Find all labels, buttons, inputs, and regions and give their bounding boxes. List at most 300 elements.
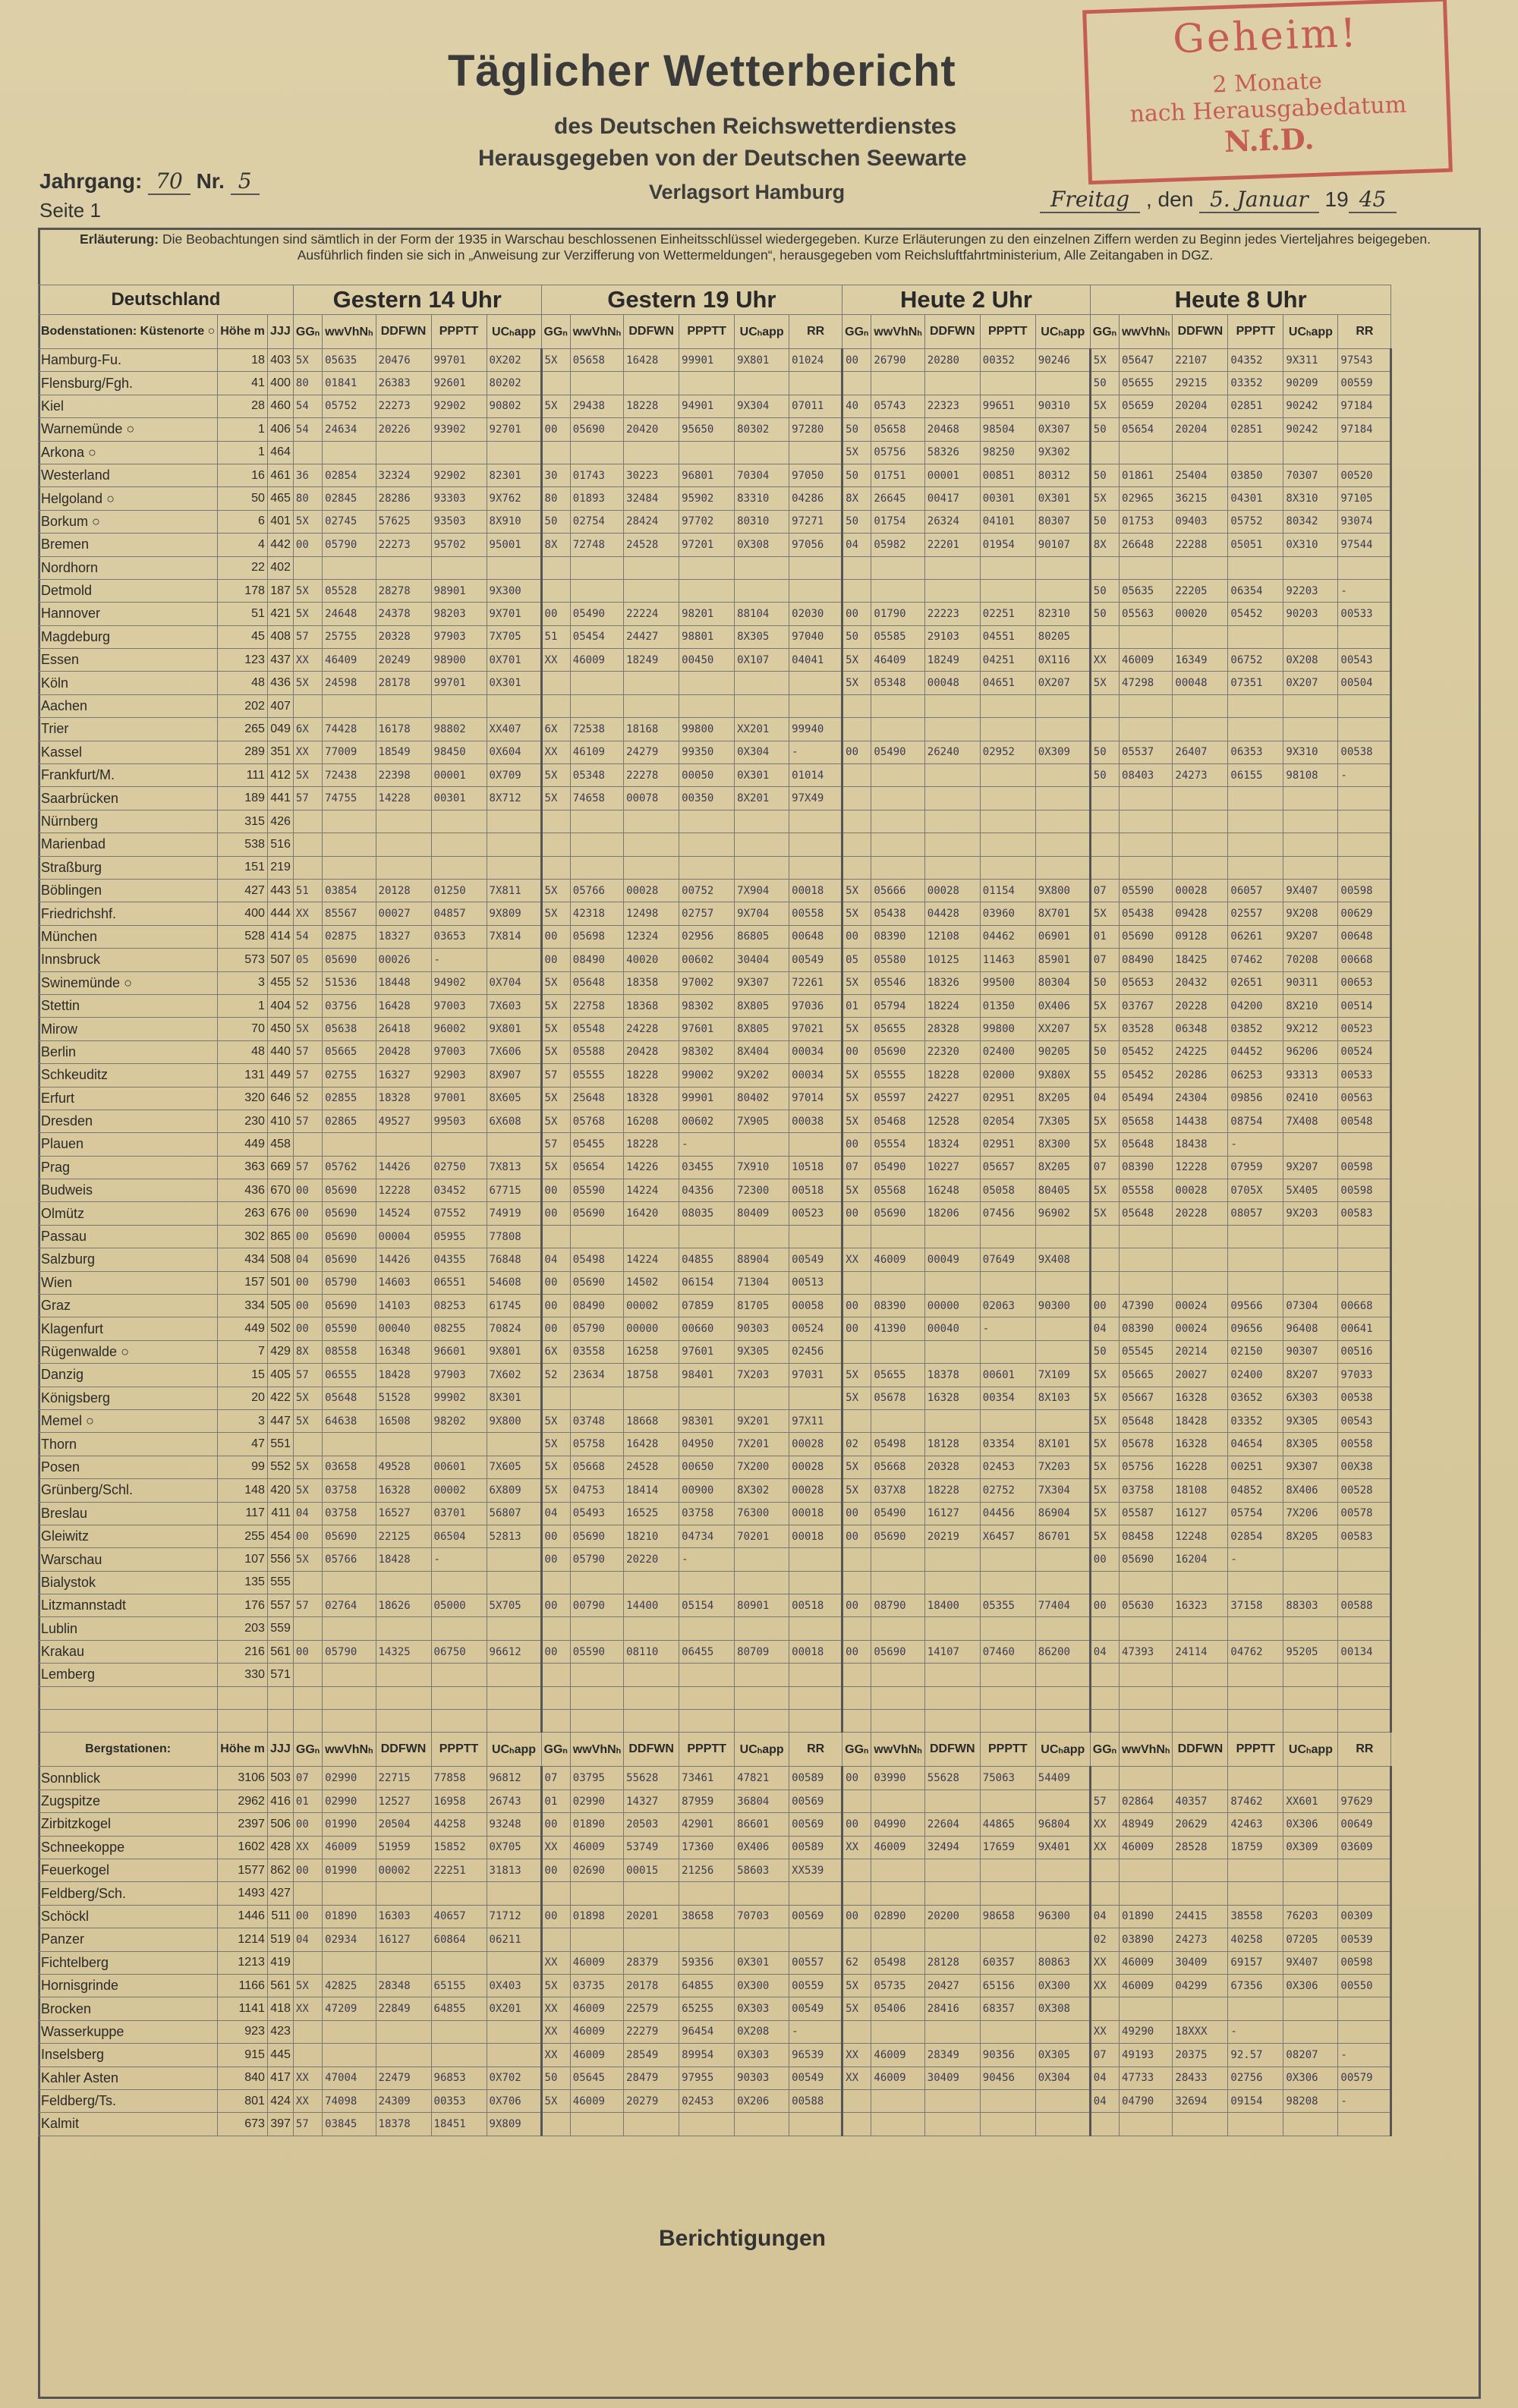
obs-cell: 5X	[1090, 1110, 1119, 1132]
obs-cell: 24415	[1173, 1905, 1228, 1928]
berg-code-header: PPPTT	[980, 1733, 1035, 1767]
blank-cell	[924, 1686, 980, 1709]
obs-cell: 01250	[431, 879, 487, 902]
obs-cell	[431, 1571, 487, 1594]
obs-cell: 14224	[624, 1179, 679, 1202]
obs-cell: 97X49	[789, 787, 842, 810]
station-height: 41	[218, 372, 268, 395]
station-name: Klagenfurt	[39, 1317, 218, 1340]
obs-cell: 29103	[924, 625, 980, 648]
obs-cell: 0X310	[1283, 534, 1338, 556]
obs-cell: 00	[842, 1525, 871, 1547]
table-row	[39, 1859, 1391, 1882]
obs-cell: 00549	[789, 2066, 842, 2089]
obs-cell: 97601	[679, 1340, 735, 1363]
obs-cell: 00034	[789, 1064, 842, 1087]
obs-cell: 03352	[1228, 1409, 1283, 1432]
obs-cell: 20476	[376, 349, 431, 372]
obs-cell	[1283, 856, 1338, 879]
obs-cell: 51959	[376, 1836, 431, 1859]
station-id: 669	[267, 1156, 293, 1179]
obs-cell: 05563	[1120, 603, 1173, 625]
obs-cell	[1120, 556, 1173, 579]
obs-cell: 74428	[323, 718, 376, 741]
obs-cell: 58603	[735, 1859, 789, 1882]
obs-cell: 00X38	[1338, 1456, 1391, 1478]
obs-cell: 5X	[293, 349, 322, 372]
obs-cell	[293, 694, 322, 717]
obs-cell: 02990	[570, 1789, 623, 1812]
obs-cell	[789, 856, 842, 879]
station-name: Arkona ○	[39, 441, 218, 464]
obs-cell: 46009	[871, 1836, 924, 1859]
obs-cell: 50	[842, 464, 871, 486]
obs-cell	[871, 718, 924, 741]
obs-cell	[842, 2113, 871, 2136]
obs-cell: 00	[842, 1502, 871, 1525]
obs-cell: 99901	[679, 1087, 735, 1110]
obs-cell: 97001	[431, 1087, 487, 1110]
obs-cell	[487, 2044, 541, 2066]
obs-cell	[431, 556, 487, 579]
obs-cell: 5X	[293, 1456, 322, 1478]
obs-cell: 20220	[624, 1548, 679, 1571]
obs-cell: 9X304	[735, 395, 789, 417]
obs-cell: 42463	[1228, 1813, 1283, 1836]
station-height: 538	[218, 833, 268, 856]
obs-cell	[431, 856, 487, 879]
obs-cell: 16525	[624, 1502, 679, 1525]
table-row	[39, 1110, 1391, 1132]
station-height: 7	[218, 1340, 268, 1363]
obs-cell: 8X605	[487, 1087, 541, 1110]
obs-cell: 9X407	[1283, 1951, 1338, 1974]
blank-cell	[1120, 1686, 1173, 1709]
obs-cell	[735, 1225, 789, 1248]
obs-cell: 00028	[624, 879, 679, 902]
obs-cell: 04286	[789, 487, 842, 510]
station-name: Inselsberg	[39, 2044, 218, 2066]
obs-cell	[1338, 1225, 1391, 1248]
obs-cell	[1338, 1859, 1391, 1882]
obs-cell: 06261	[1228, 925, 1283, 948]
obs-cell: 46009	[1120, 1836, 1173, 1859]
obs-cell: 90303	[735, 1317, 789, 1340]
obs-cell	[487, 1951, 541, 1974]
obs-cell: 8X910	[487, 510, 541, 533]
obs-cell: 89954	[679, 2044, 735, 2066]
obs-cell: 16328	[376, 1479, 431, 1502]
obs-cell: 9X401	[1035, 1836, 1090, 1859]
obs-cell: 00583	[1338, 1525, 1391, 1547]
obs-cell: 05665	[323, 1040, 376, 1063]
obs-cell: 05668	[570, 1456, 623, 1478]
obs-cell	[1228, 1617, 1283, 1640]
obs-cell: 77009	[323, 741, 376, 763]
obs-cell: 65255	[679, 1997, 735, 2020]
obs-cell	[1035, 2089, 1090, 2112]
obs-cell	[323, 1951, 376, 1974]
station-id: 416	[267, 1789, 293, 1812]
station-name: Litzmannstadt	[39, 1594, 218, 1617]
obs-cell: 04790	[1120, 2089, 1173, 2112]
obs-cell	[735, 1664, 789, 1686]
station-id: 351	[267, 741, 293, 763]
obs-cell: 96853	[431, 2066, 487, 2089]
obs-cell: 5X	[541, 1156, 570, 1179]
obs-cell: 04456	[980, 1502, 1035, 1525]
obs-cell: 26240	[924, 741, 980, 763]
obs-cell: 5X	[293, 579, 322, 602]
table-row	[39, 2089, 1391, 2112]
station-height: 1602	[218, 1836, 268, 1859]
obs-cell	[1338, 1767, 1391, 1789]
berg-code-header: GGₙ	[842, 1733, 871, 1767]
obs-cell: 75063	[980, 1767, 1035, 1789]
code-column-header: GGₙ	[293, 315, 322, 349]
obs-cell: 14426	[376, 1248, 431, 1271]
obs-cell: 5X705	[487, 1594, 541, 1617]
obs-cell: 20178	[624, 1974, 679, 1997]
obs-cell: 04855	[679, 1248, 735, 1271]
station-height: 1214	[218, 1928, 268, 1951]
obs-cell: 52	[293, 1087, 322, 1110]
obs-cell	[871, 556, 924, 579]
obs-cell: 05648	[1120, 1202, 1173, 1225]
obs-cell: 02865	[323, 1110, 376, 1132]
obs-cell: 12498	[624, 902, 679, 925]
station-id: 506	[267, 1813, 293, 1836]
obs-cell: 04852	[1228, 1479, 1283, 1502]
page-number: Seite 1	[39, 199, 101, 222]
obs-cell: 18228	[624, 1133, 679, 1156]
obs-cell: 02875	[323, 925, 376, 948]
station-name: Innsbruck	[39, 949, 218, 971]
station-height: 801	[218, 2089, 268, 2112]
obs-cell	[842, 1882, 871, 1905]
obs-cell: 42901	[679, 1813, 735, 1836]
obs-cell	[842, 1548, 871, 1571]
obs-cell: 24114	[1173, 1640, 1228, 1663]
obs-cell: 05655	[1120, 372, 1173, 395]
station-height: 123	[218, 649, 268, 672]
obs-cell: 6X	[541, 1340, 570, 1363]
obs-cell: 08403	[1120, 764, 1173, 787]
obs-cell: 04355	[431, 1248, 487, 1271]
obs-cell	[842, 1225, 871, 1248]
obs-cell: 00001	[431, 764, 487, 787]
obs-cell: 7X813	[487, 1156, 541, 1179]
obs-cell: XX	[541, 649, 570, 672]
obs-cell: 07649	[980, 1248, 1035, 1271]
table-row	[39, 1594, 1391, 1617]
obs-cell: 98203	[431, 603, 487, 625]
obs-cell: 00653	[1338, 971, 1391, 994]
obs-cell: 0X308	[1035, 1997, 1090, 2020]
table-row	[39, 764, 1391, 787]
obs-cell: XX	[1090, 1836, 1119, 1859]
obs-cell: 52	[293, 994, 322, 1017]
obs-cell: 9X208	[1283, 902, 1338, 925]
obs-cell	[1283, 1133, 1338, 1156]
obs-cell	[323, 1433, 376, 1456]
obs-cell: 00	[293, 1859, 322, 1882]
obs-cell: 86701	[1035, 1525, 1090, 1547]
obs-cell	[431, 441, 487, 464]
obs-cell	[735, 810, 789, 833]
obs-cell: XX	[1090, 1813, 1119, 1836]
obs-cell: 18326	[924, 971, 980, 994]
obs-cell: 00	[842, 1640, 871, 1663]
obs-cell	[376, 694, 431, 717]
obs-cell: 00523	[1338, 1018, 1391, 1040]
obs-cell: 9X762	[487, 487, 541, 510]
obs-cell: 24279	[624, 741, 679, 763]
berg-code-header: RR	[1338, 1733, 1391, 1767]
obs-cell: 05555	[570, 1064, 623, 1087]
obs-cell: 8X207	[1283, 1364, 1338, 1387]
station-height: 1	[218, 441, 268, 464]
obs-cell: 05498	[570, 1248, 623, 1271]
obs-cell: 00	[842, 1040, 871, 1063]
station-height: 202	[218, 694, 268, 717]
station-id: 423	[267, 2020, 293, 2043]
station-name: Wien	[39, 1271, 218, 1294]
obs-cell: 18758	[624, 1364, 679, 1387]
obs-cell: 16323	[1173, 1594, 1228, 1617]
obs-cell: 26790	[871, 349, 924, 372]
obs-cell: 98658	[980, 1905, 1035, 1928]
obs-cell	[980, 833, 1035, 856]
blank-cell	[980, 1686, 1035, 1709]
obs-cell: 00851	[980, 464, 1035, 486]
obs-cell: 8X302	[735, 1479, 789, 1502]
obs-cell: 50	[541, 2066, 570, 2089]
obs-cell	[293, 856, 322, 879]
obs-cell	[871, 1225, 924, 1248]
obs-cell: 00	[842, 1767, 871, 1789]
obs-cell: 02	[1090, 1928, 1119, 1951]
obs-cell: 01990	[323, 1813, 376, 1836]
obs-cell: -	[1338, 579, 1391, 602]
obs-cell: 0X202	[487, 349, 541, 372]
berg-header: Bergstationen:	[39, 1733, 218, 1767]
obs-cell: 03990	[871, 1767, 924, 1789]
obs-cell	[323, 1882, 376, 1905]
obs-cell: 02000	[980, 1064, 1035, 1087]
obs-cell: 90310	[1035, 395, 1090, 417]
obs-cell: 05698	[570, 925, 623, 948]
obs-cell: 62	[842, 1951, 871, 1974]
obs-cell: 00518	[789, 1594, 842, 1617]
obs-cell: 03758	[323, 1502, 376, 1525]
obs-cell: 0X702	[487, 2066, 541, 2089]
obs-cell	[735, 1548, 789, 1571]
station-height: 840	[218, 2066, 268, 2089]
station-name: Salzburg	[39, 1248, 218, 1271]
obs-cell: 80302	[735, 418, 789, 441]
obs-cell: 5X	[293, 1409, 322, 1432]
station-name: Warschau	[39, 1548, 218, 1571]
station-name: Feldberg/Sch.	[39, 1882, 218, 1905]
obs-cell: -	[789, 741, 842, 763]
obs-cell	[487, 2020, 541, 2043]
obs-cell: 29438	[570, 395, 623, 417]
obs-cell	[1035, 856, 1090, 879]
obs-cell: 00040	[924, 1317, 980, 1340]
obs-cell: 71712	[487, 1905, 541, 1928]
obs-cell: 09128	[1173, 925, 1228, 948]
obs-cell: XX	[541, 741, 570, 763]
obs-cell: 46409	[323, 649, 376, 672]
obs-cell: 65155	[431, 1974, 487, 1997]
obs-cell: 06551	[431, 1271, 487, 1294]
station-id: 508	[267, 1248, 293, 1271]
obs-cell: 00	[293, 1202, 322, 1225]
obs-cell: 05766	[570, 879, 623, 902]
table-row	[39, 2020, 1391, 2043]
table-row	[39, 556, 1391, 579]
obs-cell: 93248	[487, 1813, 541, 1836]
obs-cell: 5X	[541, 971, 570, 994]
obs-cell: 20503	[624, 1813, 679, 1836]
obs-cell: 7X203	[735, 1364, 789, 1387]
obs-cell	[570, 556, 623, 579]
obs-cell	[924, 556, 980, 579]
obs-cell: 00504	[1338, 672, 1391, 694]
obs-cell: 97903	[431, 625, 487, 648]
obs-cell: 5X	[1090, 1133, 1119, 1156]
obs-cell	[842, 1928, 871, 1951]
obs-cell	[789, 1133, 842, 1156]
obs-cell: 16328	[1173, 1433, 1228, 1456]
table-row	[39, 487, 1391, 510]
obs-cell	[871, 2089, 924, 2112]
obs-cell: 02	[842, 1433, 871, 1456]
obs-cell	[487, 694, 541, 717]
obs-cell: 80409	[735, 1202, 789, 1225]
table-row	[39, 902, 1391, 925]
obs-cell: 5X	[842, 1387, 871, 1409]
obs-cell: 16208	[624, 1110, 679, 1132]
obs-cell: 50	[842, 625, 871, 648]
obs-cell: 98208	[1283, 2089, 1338, 2112]
obs-cell: 54608	[487, 1271, 541, 1294]
obs-cell: 49193	[1120, 2044, 1173, 2066]
obs-cell: 96812	[487, 1767, 541, 1789]
obs-cell	[624, 1928, 679, 1951]
obs-cell	[842, 372, 871, 395]
obs-cell: 0X208	[735, 2020, 789, 2043]
obs-cell: 6X809	[487, 1479, 541, 1502]
obs-cell: 0X709	[487, 764, 541, 787]
obs-cell	[1035, 1548, 1090, 1571]
obs-cell	[431, 1664, 487, 1686]
obs-cell: 00028	[789, 1456, 842, 1478]
station-height: 1141	[218, 1997, 268, 2020]
station-id: 502	[267, 1317, 293, 1340]
obs-cell: 22125	[376, 1525, 431, 1547]
table-row	[39, 810, 1391, 833]
obs-cell	[1173, 787, 1228, 810]
table-row	[39, 649, 1391, 672]
obs-cell	[570, 856, 623, 879]
table-row	[39, 1156, 1391, 1179]
blank-cell	[735, 1710, 789, 1733]
obs-cell: 18328	[624, 1087, 679, 1110]
blank-cell	[267, 1686, 293, 1709]
station-height: 176	[218, 1594, 268, 1617]
obs-cell: 05630	[1120, 1594, 1173, 1617]
date: 5. Januar	[1199, 187, 1319, 213]
obs-cell: 04	[1090, 1317, 1119, 1340]
obs-cell: 57	[293, 1064, 322, 1087]
blank-cell	[1173, 1710, 1228, 1733]
region-header: Deutschland	[39, 285, 294, 315]
obs-cell	[1035, 2113, 1090, 2136]
obs-cell: 54	[293, 418, 322, 441]
obs-cell: 06901	[1035, 925, 1090, 948]
station-id: 411	[267, 1502, 293, 1525]
obs-cell: 00649	[1338, 1813, 1391, 1836]
stamp-line-4: N.f.D.	[1224, 121, 1315, 159]
obs-cell: 00668	[1338, 949, 1391, 971]
obs-cell: 16204	[1173, 1548, 1228, 1571]
obs-cell: 0X309	[1283, 1836, 1338, 1859]
table-row	[39, 625, 1391, 648]
obs-cell: 08253	[431, 1295, 487, 1317]
obs-cell: 04	[293, 1502, 322, 1525]
obs-cell	[624, 579, 679, 602]
obs-cell: 7X408	[1283, 1110, 1338, 1132]
station-name: Hannover	[39, 603, 218, 625]
obs-cell: 03701	[431, 1502, 487, 1525]
code-column-header: UCₕapp	[1035, 315, 1090, 349]
obs-cell: 20328	[376, 625, 431, 648]
year-suffix: 45	[1349, 187, 1397, 213]
obs-cell: 96902	[1035, 1202, 1090, 1225]
obs-cell: 96002	[431, 1018, 487, 1040]
obs-cell	[1035, 1340, 1090, 1363]
station-name: Schneekoppe	[39, 1836, 218, 1859]
table-row	[39, 2113, 1391, 2136]
obs-cell: 00641	[1338, 1317, 1391, 1340]
obs-cell	[541, 1387, 570, 1409]
obs-cell: 5X	[541, 1433, 570, 1456]
volume-line	[39, 168, 260, 194]
blank-cell	[376, 1710, 431, 1733]
blank-cell	[735, 1686, 789, 1709]
obs-cell	[924, 764, 980, 787]
station-height: 265	[218, 718, 268, 741]
obs-cell: 41390	[871, 1317, 924, 1340]
obs-cell: 05000	[431, 1594, 487, 1617]
obs-cell: 20504	[376, 1813, 431, 1836]
obs-cell: XX	[541, 1836, 570, 1859]
obs-cell: 0X406	[735, 1836, 789, 1859]
obs-cell	[679, 579, 735, 602]
obs-cell: 8X103	[1035, 1387, 1090, 1409]
obs-cell: 20629	[1173, 1813, 1228, 1836]
obs-cell: 07	[1090, 1156, 1119, 1179]
obs-cell: 20375	[1173, 2044, 1228, 2066]
station-height: 923	[218, 2020, 268, 2043]
blank-cell	[541, 1710, 570, 1733]
obs-cell	[541, 2113, 570, 2136]
obs-cell: 21256	[679, 1859, 735, 1882]
station-height: 50	[218, 487, 268, 510]
obs-cell	[679, 856, 735, 879]
